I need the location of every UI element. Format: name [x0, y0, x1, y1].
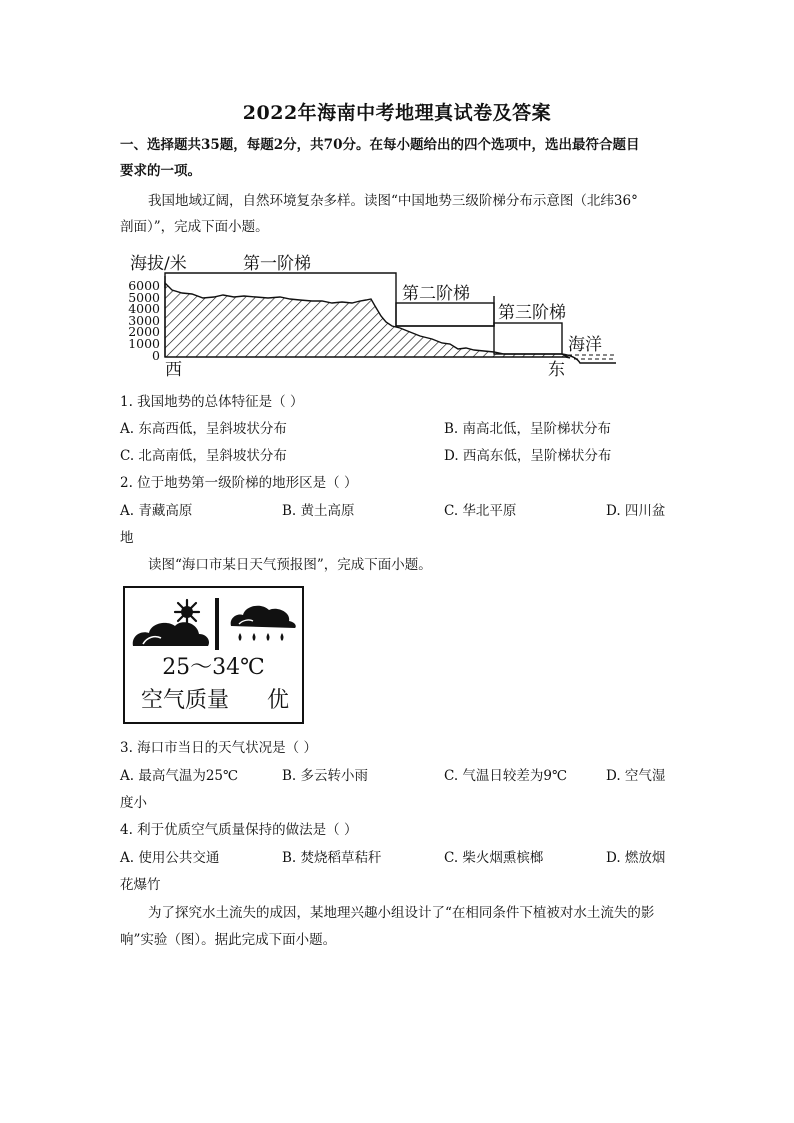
terrain-profile-figure [128, 246, 628, 380]
q2-option-b: B. 黄土高原 [282, 503, 355, 519]
tick-6000: 6000 [128, 278, 160, 293]
q3-option-c: C. 气温日较差为9℃ [444, 768, 568, 784]
step2-box [396, 303, 494, 326]
terrain-step1-label: 第一阶梯 [243, 254, 311, 274]
air-quality-level: 优 [267, 688, 290, 713]
q4-option-d-cont: 花爆竹 [120, 877, 161, 893]
partly-cloudy-icon [133, 600, 209, 646]
section-heading-line2: 要求的一项。 [120, 163, 201, 179]
q4-option-c: C. 柴火烟熏槟榔 [444, 850, 544, 866]
q1-option-b: B. 南高北低，呈阶梯状分布 [444, 421, 612, 437]
q4-stem: 4. 利于优质空气质量保持的做法是（ ） [120, 822, 358, 838]
q3-option-d: D. 空气湿 [606, 768, 666, 784]
q2-option-d: D. 四川盆 [606, 503, 666, 519]
tick-3000: 3000 [128, 313, 160, 328]
weather-icons [125, 588, 302, 654]
intro3-line2: 响”实验（图）。据此完成下面小题。 [120, 932, 337, 948]
weather-forecast-box [123, 586, 304, 724]
q1-option-c: C. 北高南低，呈斜坡状分布 [120, 448, 287, 464]
q2-option-a: A. 青藏高原 [120, 503, 193, 519]
terrain-west-label: 西 [165, 360, 182, 380]
q1-option-d: D. 西高东低，呈阶梯状分布 [444, 448, 612, 464]
tick-2000: 2000 [128, 324, 160, 339]
intro1-line1: 我国地域辽阔，自然环境复杂多样。读图“中国地势三级阶梯分布示意图（北纬36° [148, 193, 638, 209]
step3-box [494, 323, 562, 354]
terrain-ylabel: 海拔/米 [130, 254, 187, 274]
tick-5000: 5000 [128, 290, 160, 305]
intro3-line1: 为了探究水土流失的成因，某地理兴趣小组设计了“在相同条件下植被对水土流失的影 [148, 905, 655, 921]
section-heading-line1: 一、选择题共35题，每题2分，共70分。在每小题给出的四个选项中，选出最符合题目 [120, 137, 640, 153]
q4-option-d: D. 燃放烟 [606, 850, 666, 866]
terrain-step3-label: 第三阶梯 [498, 303, 566, 323]
air-quality-label: 空气质量 [141, 688, 230, 713]
weather-temperature: 25～34℃ [162, 655, 265, 680]
q3-option-a: A. 最高气温为25℃ [120, 768, 239, 784]
terrain-ocean-label: 海洋 [568, 335, 602, 355]
q2-option-c: C. 华北平原 [444, 503, 517, 519]
terrain-step2-label: 第二阶梯 [402, 284, 470, 304]
q4-option-a: A. 使用公共交通 [120, 850, 220, 866]
q3-option-b: B. 多云转小雨 [282, 768, 369, 784]
q2-option-d-cont: 地 [120, 530, 134, 546]
tick-4000: 4000 [128, 301, 160, 316]
rain-icon [231, 606, 296, 641]
intro1-line2: 剖面）”，完成下面小题。 [120, 219, 269, 235]
tick-1000: 1000 [128, 336, 160, 351]
q1-option-a: A. 东高西低，呈斜坡状分布 [120, 421, 287, 437]
weather-divider [215, 598, 219, 650]
intro2: 读图“海口市某日天气预报图”，完成下面小题。 [148, 557, 432, 573]
q2-stem: 2. 位于地势第一级阶梯的地形区是（ ） [120, 475, 358, 491]
q3-option-d-cont: 度小 [120, 795, 147, 811]
q1-stem: 1. 我国地势的总体特征是（ ） [120, 394, 304, 410]
page-title: 2022年海南中考地理真试卷及答案 [242, 102, 552, 124]
tick-0: 0 [152, 348, 160, 363]
q3-stem: 3. 海口市当日的天气状况是（ ） [120, 740, 317, 756]
q4-option-b: B. 焚烧稻草秸秆 [282, 850, 382, 866]
terrain-east-label: 东 [548, 360, 565, 380]
